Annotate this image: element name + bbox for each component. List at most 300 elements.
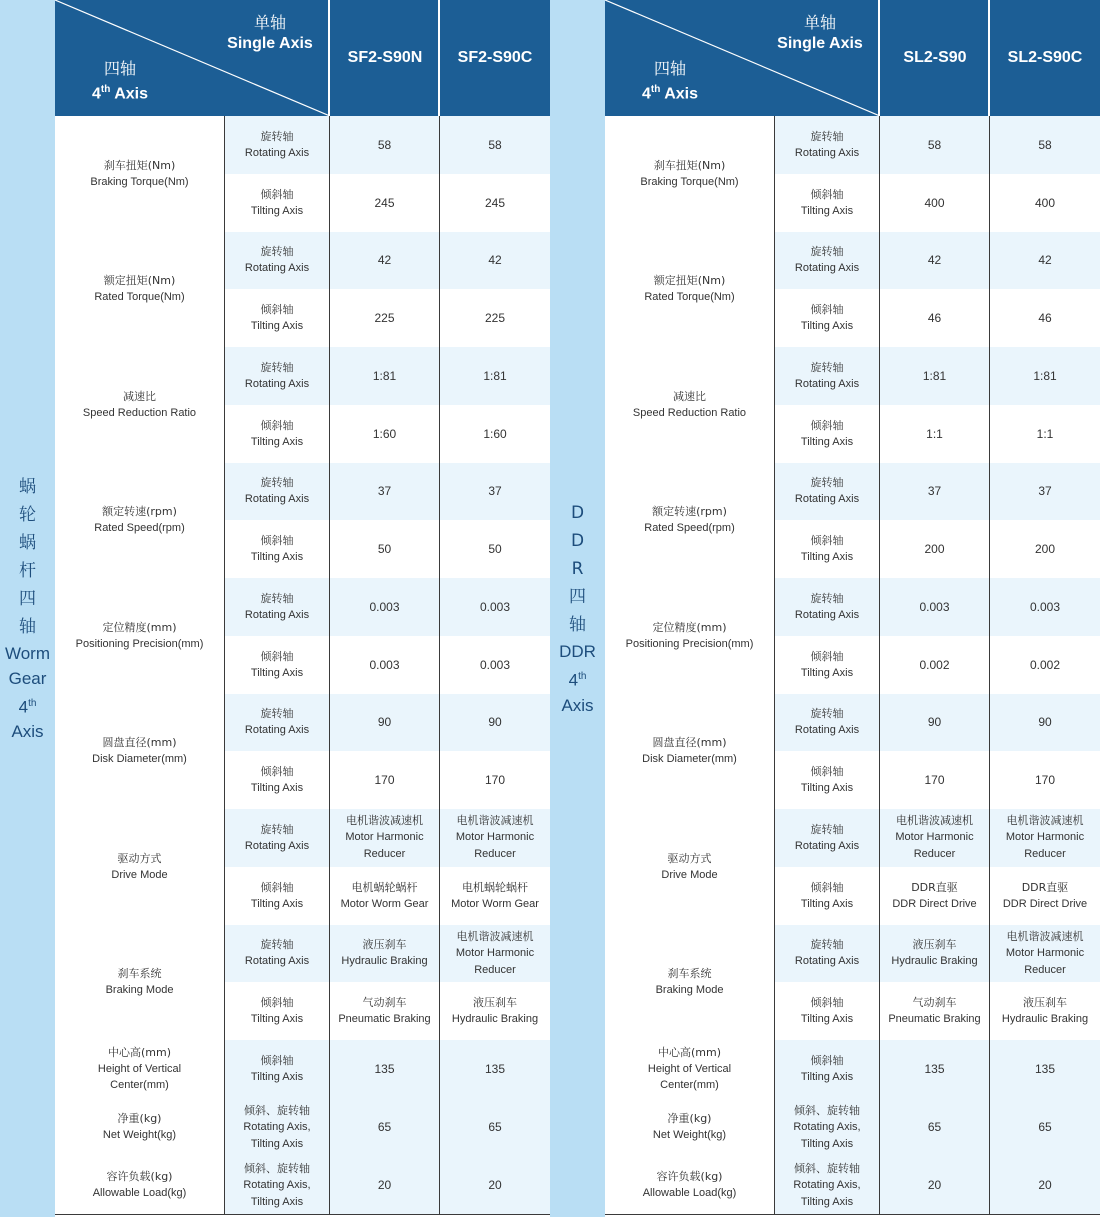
spec-label-en: Disk Diameter(mm)	[642, 753, 737, 766]
axis-name-zh: 旋转轴	[260, 476, 294, 490]
axis-name	[775, 867, 880, 925]
spec-value-line: 液压刹车	[1023, 996, 1067, 1010]
header-four-axis	[65, 58, 175, 104]
axis-name	[225, 116, 330, 174]
header-four-sup: th	[100, 84, 111, 95]
spec-value-number: 65	[1038, 1120, 1052, 1134]
spec-label-en: Positioning Precision(mm)	[625, 637, 754, 650]
spec-value	[990, 751, 1100, 809]
header-four-num: 4	[641, 85, 651, 103]
spec-value-number: 50	[488, 542, 502, 557]
spec-value-number: 135	[924, 1062, 945, 1076]
spec-row	[605, 694, 1100, 811]
header-four-num: 4	[91, 85, 101, 103]
header-four-en	[65, 79, 175, 104]
axis-subrow	[775, 1040, 1100, 1098]
spec-row	[55, 694, 550, 811]
spec-value	[880, 347, 990, 405]
header-single-zh: 单轴	[803, 13, 836, 32]
header-single-axis	[760, 12, 880, 54]
spec-label-en: Positioning Precision(mm)	[75, 637, 204, 650]
spec-value-number: 170	[1034, 773, 1056, 788]
spec-value-number: 200	[1034, 542, 1056, 557]
axis-name	[775, 1098, 880, 1156]
spec-value-line: DDR直驱	[1021, 880, 1069, 894]
spec-value-number: 90	[377, 715, 392, 730]
header-four-zh: 四轴	[653, 59, 686, 78]
spec-table-ddr	[550, 0, 1100, 1217]
spec-label-en: Center(mm)	[110, 1079, 169, 1091]
spec-label-en: Net Weight(kg)	[102, 1129, 177, 1141]
spec-label	[55, 232, 225, 348]
spec-label-en: Rated Speed(rpm)	[94, 522, 185, 535]
axis-name-zh: 倾斜轴	[260, 1054, 294, 1067]
spec-label	[605, 809, 775, 925]
axis-name	[775, 232, 880, 290]
axis-name-en: Tilting Axis	[800, 320, 854, 333]
axis-name-zh: 旋转轴	[260, 938, 294, 952]
spec-value	[330, 636, 440, 694]
spec-value	[880, 1040, 990, 1098]
spec-label	[605, 232, 775, 348]
spec-value	[440, 809, 550, 867]
spec-value-line: Motor Harmonic	[455, 946, 535, 959]
spec-label-zh: 容许负载(kg)	[656, 1170, 723, 1183]
axis-subrow	[775, 232, 1100, 290]
axis-name-zh: 倾斜轴	[810, 996, 844, 1010]
spec-value	[880, 520, 990, 578]
spec-value-line: Hydraulic Braking	[451, 1013, 539, 1026]
spec-label-en: Braking Torque(Nm)	[640, 175, 739, 188]
spec-value-line: Pneumatic Braking	[338, 1013, 431, 1026]
spec-value-line: Motor Worm Gear	[451, 897, 539, 910]
spec-value-line: Reducer	[1024, 963, 1066, 976]
axis-subrow	[775, 578, 1100, 636]
side-band-label	[0, 0, 55, 1217]
axis-subrow	[775, 289, 1100, 347]
axis-name	[775, 116, 880, 174]
axis-subrow	[775, 520, 1100, 578]
spec-label-en: Speed Reduction Ratio	[82, 406, 197, 419]
axis-name-en: Tilting Axis	[800, 1137, 854, 1150]
spec-value-number: 58	[488, 137, 502, 152]
spec-value	[880, 289, 990, 347]
axis-name	[225, 1098, 330, 1156]
spec-label-en: Braking Mode	[105, 984, 174, 997]
spec-value-line: Pneumatic Braking	[888, 1013, 981, 1026]
spec-value-line: 液压刹车	[473, 996, 517, 1010]
spec-value	[440, 636, 550, 694]
spec-value	[440, 694, 550, 752]
axis-name-en: Rotating Axis	[794, 724, 860, 737]
axis-name-en: Rotating Axis	[794, 262, 860, 275]
spec-value	[990, 347, 1100, 405]
spec-label	[605, 347, 775, 463]
axis-subrow	[775, 174, 1100, 232]
spec-value	[440, 982, 550, 1040]
spec-value	[440, 751, 550, 809]
axis-subrow	[775, 694, 1100, 752]
axis-name-zh: 倾斜轴	[810, 765, 844, 779]
axis-subrow	[225, 232, 550, 290]
spec-value-number: 58	[927, 137, 942, 152]
spec-value	[990, 925, 1100, 983]
spec-label-en: Braking Mode	[655, 984, 724, 997]
axis-subrow	[775, 463, 1100, 521]
side-label-line: 4th	[568, 670, 587, 690]
axis-name-en: Tilting Axis	[250, 666, 304, 679]
axis-name-zh: 倾斜轴	[260, 649, 294, 663]
axis-subrow	[225, 982, 550, 1040]
axis-name-en: Rotating Axis	[244, 262, 310, 275]
spec-label	[55, 116, 225, 232]
spec-value-number: 37	[488, 484, 502, 499]
axis-name-zh: 旋转轴	[810, 245, 844, 259]
axis-subrow	[225, 578, 550, 636]
header-four-rest: Axis	[660, 85, 698, 103]
header-single-en: Single Axis	[777, 35, 863, 52]
model-header: SF2-S90N	[347, 49, 423, 66]
spec-value	[880, 463, 990, 521]
axis-subrow	[775, 982, 1100, 1040]
spec-value-number: 1:81	[1033, 368, 1057, 383]
axis-name	[775, 751, 880, 809]
spec-value	[880, 982, 990, 1040]
axis-name-en: Tilting Axis	[250, 782, 304, 795]
axis-name-zh: 旋转轴	[260, 129, 294, 143]
spec-value	[440, 1156, 550, 1214]
axis-name-en: Tilting Axis	[250, 897, 304, 910]
model-header: SF2-S90C	[457, 49, 533, 66]
axis-name-zh: 倾斜轴	[810, 534, 844, 548]
axis-name-en: Rotating Axis	[244, 955, 310, 968]
spec-value	[880, 405, 990, 463]
spec-value-number: 37	[377, 484, 392, 499]
spec-row	[605, 1040, 1100, 1099]
spec-label-zh: 刹车系统	[117, 967, 162, 981]
spec-value	[330, 116, 440, 174]
axis-name-en: Tilting Axis	[800, 435, 854, 448]
spec-label-zh: 额定转速(rpm)	[102, 505, 177, 519]
spec-value-number: 65	[927, 1120, 942, 1134]
axis-subrow	[775, 347, 1100, 405]
axis-name	[225, 1040, 330, 1098]
spec-value-line: Hydraulic Braking	[341, 955, 428, 968]
spec-label	[55, 463, 225, 579]
spec-value	[880, 174, 990, 232]
spec-value	[990, 1156, 1100, 1214]
spec-label-zh: 定位精度(mm)	[652, 620, 727, 634]
spec-value-number: 37	[927, 484, 942, 499]
spec-value-number: 50	[377, 542, 392, 557]
spec-value-number: 245	[374, 195, 395, 210]
spec-label	[605, 1098, 775, 1156]
axis-name-zh: 倾斜轴	[810, 187, 844, 201]
header-four-zh: 四轴	[103, 59, 136, 78]
axis-name-en: Tilting Axis	[250, 435, 304, 448]
spec-value-number: 170	[484, 773, 506, 788]
side-label-char: 蜗	[19, 532, 36, 553]
spec-row	[605, 1156, 1100, 1215]
axis-name-zh: 旋转轴	[810, 822, 844, 836]
axis-name-zh: 倾斜轴	[810, 880, 844, 894]
spec-label-zh: 刹车系统	[667, 967, 712, 981]
spec-label-zh: 定位精度(mm)	[102, 620, 177, 634]
spec-label-zh: 净重(kg)	[117, 1112, 162, 1125]
spec-value-number: 1:60	[372, 426, 397, 441]
spec-value-number: 42	[1038, 253, 1052, 268]
axis-name-en: Rotating Axis	[794, 146, 860, 159]
spec-value	[330, 982, 440, 1040]
axis-name-zh: 倾斜轴	[260, 534, 294, 548]
spec-row	[55, 925, 550, 1042]
side-label-line: DDR	[559, 642, 596, 662]
axis-name-zh: 倾斜、旋转轴	[794, 1161, 860, 1175]
axis-name	[225, 751, 330, 809]
spec-value	[330, 520, 440, 578]
spec-row	[605, 116, 1100, 233]
spec-label-zh: 容许负载(kg)	[106, 1170, 173, 1183]
axis-subrow	[775, 925, 1100, 983]
spec-value	[990, 809, 1100, 867]
spec-label	[605, 694, 775, 810]
axis-name-en: Tilting Axis	[800, 782, 854, 795]
spec-value-line: 液压刹车	[912, 938, 957, 952]
axis-name	[225, 463, 330, 521]
axis-name-zh: 倾斜轴	[810, 303, 844, 317]
axis-subrow	[225, 925, 550, 983]
spec-value-number: 90	[1038, 715, 1052, 730]
axis-name	[775, 982, 880, 1040]
axis-name-en: Tilting Axis	[800, 1195, 854, 1208]
spec-value	[990, 116, 1100, 174]
axis-name-zh: 旋转轴	[260, 591, 294, 605]
axis-name	[225, 867, 330, 925]
spec-row	[605, 809, 1100, 926]
spec-label-zh: 刹车扭矩(Nm)	[103, 158, 176, 172]
spec-value-line: 电机谐波减速机	[346, 814, 423, 828]
side-band-label	[550, 0, 605, 1217]
spec-value	[440, 289, 550, 347]
spec-value	[330, 1156, 440, 1214]
axis-name-en: Rotating Axis,	[243, 1120, 311, 1133]
axis-name-zh: 旋转轴	[260, 245, 294, 259]
axis-name	[775, 636, 880, 694]
side-label-char: 蜗	[19, 476, 36, 497]
axis-name-en: Tilting Axis	[800, 897, 854, 910]
spec-value	[440, 405, 550, 463]
spec-value-number: 0.002	[919, 657, 950, 672]
spec-value-number: 0.003	[369, 599, 400, 614]
side-label-char: 轴	[19, 616, 36, 637]
axis-name	[775, 694, 880, 752]
spec-value-line: 气动刹车	[362, 996, 407, 1010]
spec-value-line: Motor Harmonic	[1005, 831, 1085, 844]
axis-name-zh: 旋转轴	[810, 129, 844, 143]
spec-value	[880, 925, 990, 983]
spec-value-number: 0.003	[1029, 599, 1061, 614]
spec-value	[330, 1040, 440, 1098]
spec-value	[880, 694, 990, 752]
spec-row	[55, 232, 550, 349]
axis-name-en: Rotating Axis	[244, 724, 310, 737]
spec-value	[440, 174, 550, 232]
axis-name	[225, 694, 330, 752]
spec-value	[880, 751, 990, 809]
axis-subrow	[775, 1098, 1100, 1156]
spec-label-en: Center(mm)	[660, 1079, 719, 1091]
spec-row	[55, 347, 550, 464]
side-label-char: 轴	[569, 615, 586, 636]
spec-value	[330, 289, 440, 347]
axis-name	[225, 982, 330, 1040]
spec-value	[330, 347, 440, 405]
axis-name-en: Tilting Axis	[800, 1013, 854, 1026]
spec-label-en: Rated Speed(rpm)	[644, 522, 735, 535]
spec-label-en: Rated Torque(Nm)	[94, 291, 185, 304]
axis-name-en: Tilting Axis	[250, 1195, 304, 1208]
spec-value-line: Reducer	[1024, 848, 1066, 861]
axis-subrow	[225, 867, 550, 925]
spec-value-number: 1:81	[372, 368, 397, 383]
spec-label-zh: 额定扭矩(Nm)	[103, 274, 176, 288]
axis-name-zh: 倾斜轴	[810, 649, 844, 663]
side-label-line: Axis	[561, 695, 594, 715]
axis-name-zh: 倾斜轴	[260, 996, 294, 1010]
spec-label-zh: 减速比	[673, 389, 706, 403]
axis-name-en: Tilting Axis	[250, 1013, 304, 1026]
header-four-rest: Axis	[110, 85, 148, 103]
spec-value-number: 245	[484, 195, 506, 210]
header-four-sup: th	[650, 84, 661, 95]
axis-name-zh: 倾斜轴	[260, 880, 294, 894]
spec-label	[55, 1098, 225, 1156]
axis-subrow	[225, 809, 550, 867]
axis-name-en: Tilting Axis	[800, 551, 854, 564]
side-label-char: 杆	[19, 560, 36, 581]
axis-subrow	[775, 751, 1100, 809]
spec-label-zh: 圆盘直径(mm)	[102, 736, 177, 750]
spec-value	[880, 1098, 990, 1156]
axis-subrow	[225, 405, 550, 463]
spec-label-zh: 驱动方式	[667, 851, 712, 865]
spec-label-en: Height of Vertical	[97, 1063, 182, 1075]
spec-row	[605, 925, 1100, 1042]
side-label-char: 四	[19, 588, 36, 609]
spec-value-number: 0.003	[919, 599, 950, 614]
spec-value-line: Motor Harmonic	[895, 831, 974, 844]
axis-name-zh: 旋转轴	[260, 822, 294, 836]
axis-name-en: Rotating Axis	[244, 377, 310, 390]
spec-label	[55, 1156, 225, 1214]
axis-name-zh: 旋转轴	[260, 707, 294, 721]
spec-value	[990, 174, 1100, 232]
table-header	[55, 0, 550, 116]
spec-value	[990, 232, 1100, 290]
axis-name-en: Rotating Axis,	[243, 1178, 311, 1191]
spec-value	[990, 982, 1100, 1040]
axis-name	[775, 1156, 880, 1214]
model-header: SL2-S90C	[1007, 49, 1083, 66]
header-single-zh: 单轴	[253, 13, 286, 32]
spec-value-number: 135	[374, 1062, 395, 1076]
header-diagonal-cell	[605, 0, 880, 116]
axis-subrow	[225, 520, 550, 578]
axis-name-zh: 倾斜轴	[810, 1054, 844, 1067]
axis-name-zh: 倾斜轴	[260, 418, 294, 432]
spec-value-number: 225	[484, 311, 506, 326]
spec-row	[55, 116, 550, 233]
axis-subrow	[775, 116, 1100, 174]
spec-value-number: 20	[377, 1178, 392, 1192]
spec-label	[605, 578, 775, 694]
spec-row	[55, 1156, 550, 1215]
spec-label-en: Allowable Load(kg)	[92, 1187, 187, 1199]
axis-name-zh: 旋转轴	[810, 360, 844, 374]
axis-name-zh: 旋转轴	[810, 476, 844, 490]
spec-row	[605, 463, 1100, 580]
spec-value-line: Hydraulic Braking	[891, 955, 978, 968]
axis-name	[775, 578, 880, 636]
spec-row	[605, 347, 1100, 464]
axis-name	[775, 809, 880, 867]
axis-name	[225, 1156, 330, 1214]
axis-name	[225, 405, 330, 463]
side-label-char: D	[570, 531, 585, 552]
spec-value	[990, 694, 1100, 752]
spec-value	[880, 636, 990, 694]
axis-name	[225, 809, 330, 867]
spec-value-line: Reducer	[363, 848, 406, 861]
axis-name-en: Tilting Axis	[250, 1137, 304, 1150]
spec-value	[440, 116, 550, 174]
spec-value-number: 0.003	[479, 599, 511, 614]
header-four-en	[615, 79, 725, 104]
spec-label	[55, 809, 225, 925]
axis-name-en: Tilting Axis	[250, 1071, 304, 1083]
spec-value-line: Reducer	[474, 848, 516, 861]
spec-value-line: Reducer	[474, 963, 516, 976]
header-diagonal-cell	[55, 0, 330, 116]
spec-value	[880, 116, 990, 174]
axis-subrow	[225, 463, 550, 521]
axis-subrow	[775, 1156, 1100, 1214]
spec-value-number: 0.002	[1029, 657, 1061, 672]
spec-row	[55, 1040, 550, 1099]
axis-subrow	[225, 289, 550, 347]
spec-value	[880, 867, 990, 925]
spec-value	[330, 405, 440, 463]
spec-label-zh: 中心高(mm)	[657, 1046, 721, 1059]
spec-label-en: Disk Diameter(mm)	[92, 753, 187, 766]
spec-value-line: 电机蜗轮蜗杆	[351, 880, 418, 894]
axis-subrow	[225, 347, 550, 405]
spec-row	[55, 578, 550, 695]
spec-label	[605, 1040, 775, 1098]
spec-label-en: Net Weight(kg)	[652, 1129, 727, 1141]
spec-label-zh: 中心高(mm)	[107, 1046, 171, 1059]
spec-value-number: 46	[1038, 311, 1052, 326]
spec-label-en: Allowable Load(kg)	[642, 1187, 737, 1199]
spec-value-number: 0.003	[479, 657, 511, 672]
axis-name	[225, 347, 330, 405]
axis-subrow	[225, 1040, 550, 1098]
spec-value	[990, 636, 1100, 694]
spec-label-en: Rated Torque(Nm)	[644, 291, 735, 304]
spec-value	[880, 232, 990, 290]
axis-name-en: Rotating Axis	[794, 955, 860, 968]
axis-name	[225, 578, 330, 636]
